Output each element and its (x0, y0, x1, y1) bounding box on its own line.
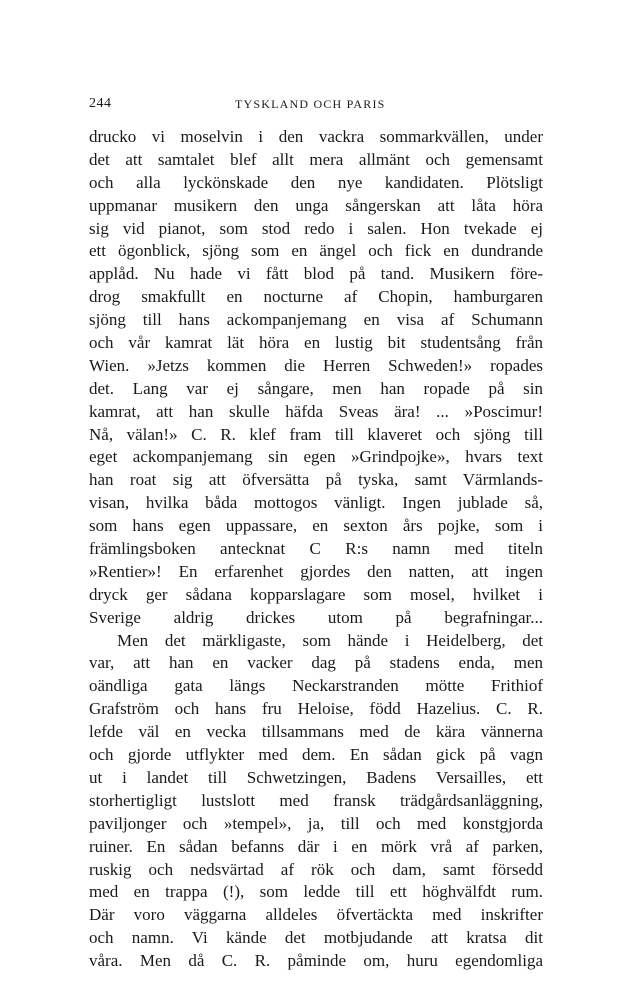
text-line: eget ackompanjemang sin egen »Grindpojke», hvars text (89, 447, 543, 467)
page-number: 244 (89, 96, 112, 111)
text-line: ruskig och nedsvärtad af rök och dam, samt försedd (89, 859, 543, 879)
text-line: applåd. Nu hade vi fått blod på tand. Musikern före- (89, 264, 543, 284)
text-line: oändliga gata längs Neckarstranden mötte Frithiof (89, 676, 543, 696)
text-line: sjöng till hans ackompanjemang en visa af Schumann (89, 310, 543, 330)
text-line: som hans egen uppassare, en sexton års pojke, som i (89, 516, 543, 536)
text-line: ut i landet till Schwetzingen, Badens Versailles, ett (89, 767, 543, 787)
text-line: och alla lyckönskade den nye kandidaten. Plötsligt (89, 172, 543, 192)
text-line: det. Lang var ej sångare, men han ropade på sin (89, 378, 543, 398)
text-line: uppmanar musikern den unga sångerskan att låta höra (89, 195, 543, 215)
text-line: Sverige aldrig drickes utom på begrafningar... (89, 607, 543, 627)
text-line: Nå, välan!» C. R. klef fram till klaveret och sjöng till (89, 424, 543, 444)
body-text (89, 126, 543, 973)
text-line: våra. Men då C. R. påminde om, huru egendomliga (89, 951, 543, 971)
text-line: drucko vi moselvin i den vackra sommarkvällen, under (89, 127, 543, 146)
text-line: och namn. Vi kände det motbjudande att kratsa dit (89, 928, 543, 948)
text-line: det att samtalet blef allt mera allmänt och gemensamt (89, 149, 543, 169)
text-line: ruiner. En sådan befanns där i en mörk vrå af parken, (89, 836, 543, 856)
text-line: »Rentier»! En erfarenhet gjordes den natten, att ingen (89, 561, 543, 581)
text-line: med en trappa (!), som ledde till ett höghvälfdt rum. (89, 882, 543, 902)
text-line: storhertigligt lustslott med fransk trädgårdsanläggning, (89, 790, 543, 810)
text-line: Grafström och hans fru Heloise, född Hazelius. C. R. (89, 699, 543, 719)
running-title: TYSKLAND OCH PARIS (235, 97, 386, 111)
text-line: sig vid pianot, som stod redo i salen. Hon tvekade ej (89, 218, 543, 238)
text-line: visan, hvilka båda mottogos vänligt. Ingen jublade så, (89, 493, 543, 513)
text-line: paviljonger och »tempel», ja, till och med konstgjorda (89, 813, 543, 833)
text-line: främlingsboken antecknat C R:s namn med titeln (89, 539, 543, 559)
text-line: och gjorde utflykter med dem. En sådan gick på vagn (89, 745, 543, 765)
text-line: han roat sig att öfversätta på tyska, samt Värmlands- (89, 470, 543, 490)
text-line: kamrat, att han skulle häfda Sveas ära! ... »Poscimur! (89, 401, 543, 421)
text-line: lefde väl en vecka tillsammans med de kära vännerna (89, 722, 543, 742)
text-line: ett ögonblick, sjöng som en ängel och fick en dundrande (89, 241, 543, 261)
text-line: var, att han en vacker dag på stadens enda, men (89, 653, 543, 673)
text-line: Wien. »Jetzs kommen die Herren Schweden!» ropades (89, 355, 543, 375)
text-line: och vår kamrat lät höra en lustig bit studentsång från (89, 333, 543, 353)
text-line: dryck ger sådana kopparslagare som mosel, hvilket i (89, 584, 543, 604)
text-line: Där voro väggarna alldeles öfvertäckta med inskrifter (89, 905, 543, 925)
page-header (89, 96, 543, 114)
text-line: Men det märkligaste, som hände i Heidelberg, det (117, 630, 543, 650)
text-line: drog smakfullt en nocturne af Chopin, hamburgaren (89, 287, 543, 307)
